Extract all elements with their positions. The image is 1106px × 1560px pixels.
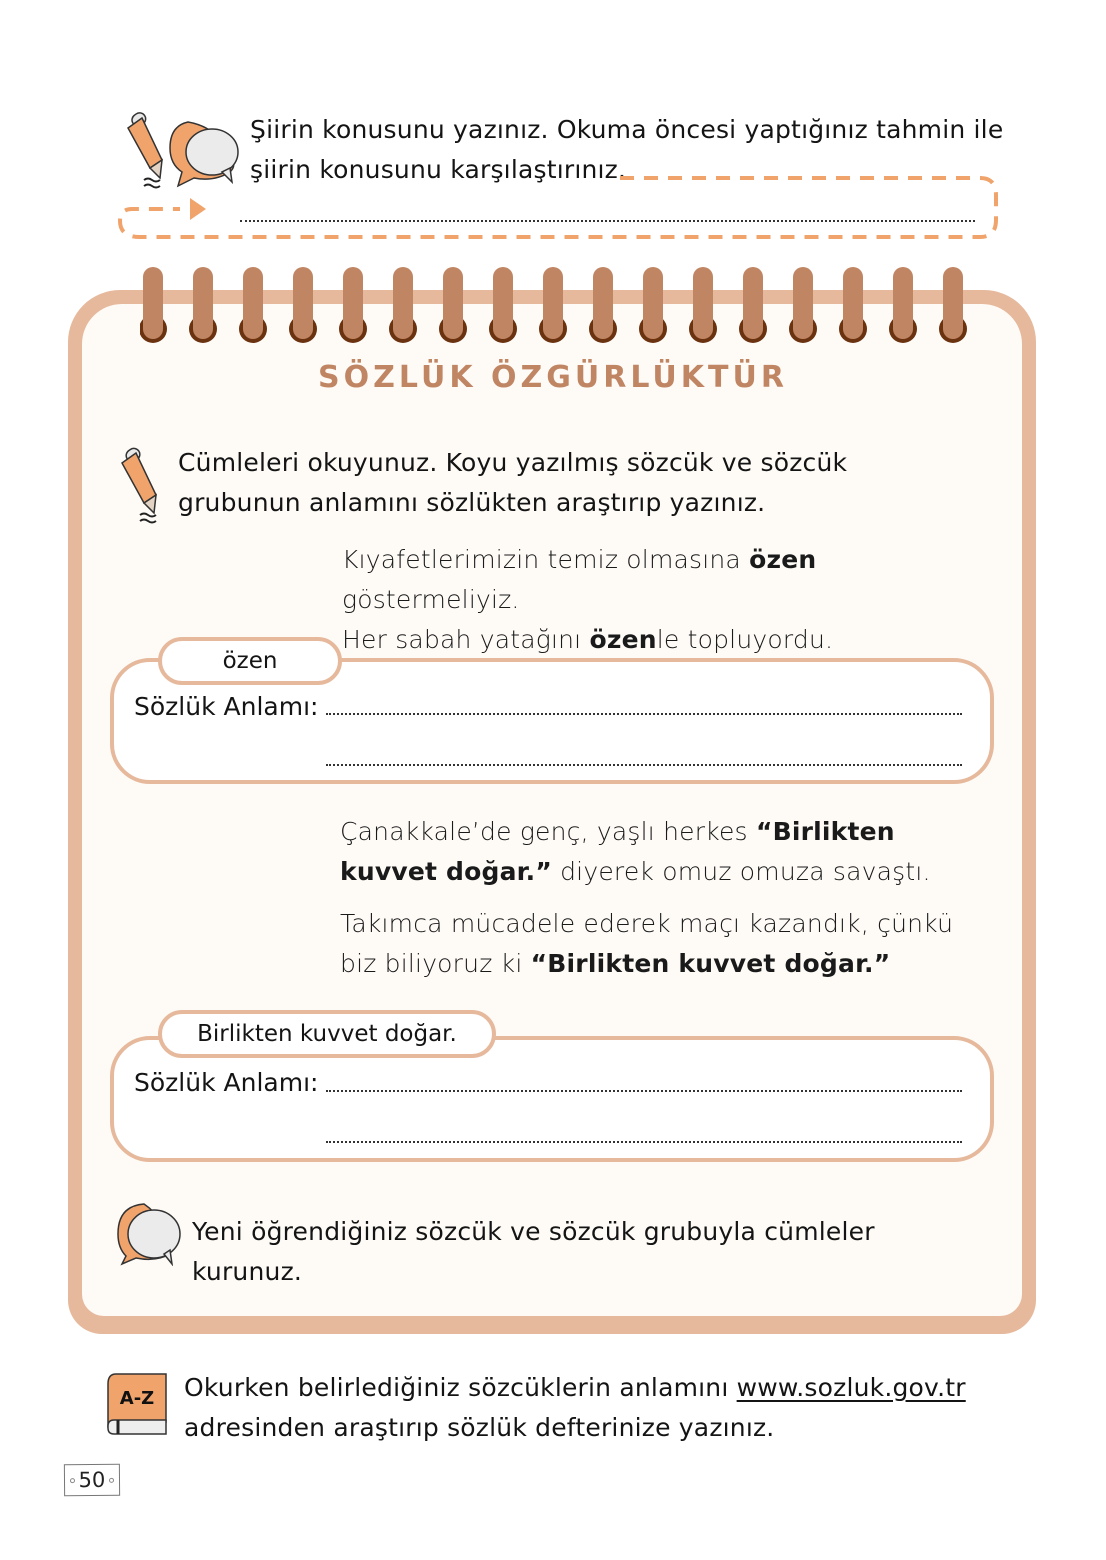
sentence-line: Her sabah yatağını özenle topluyordu.	[342, 625, 834, 654]
screw-icon	[70, 1478, 75, 1483]
speech-bubble-icon	[114, 1200, 184, 1266]
answer-line-top[interactable]	[240, 220, 975, 222]
sentence-line: Kıyafetlerimizin temiz olmasına özen göstermeliyiz.	[342, 545, 817, 614]
dictionary-instruction-text: Cümleleri okuyunuz. Koyu yazılmış sözcük ve sözcük grubunun anlamını sözlükten araştırıp yazınız.	[178, 448, 848, 517]
arrow-head-icon	[190, 198, 206, 220]
term-tab-birlikten: Birlikten kuvvet doğar.	[158, 1010, 496, 1058]
pencil-icon	[118, 445, 168, 525]
dashed-arrow-path	[110, 165, 1010, 250]
meaning-label: Sözlük Anlamı:	[134, 692, 319, 721]
example-sentences-ozen	[342, 540, 982, 660]
meaning-label: Sözlük Anlamı:	[134, 1068, 319, 1097]
make-sentences-instruction: Yeni öğrendiğiniz sözcük ve sözcük grubuyla cümleler kurunuz.	[192, 1217, 875, 1286]
bold-term: özen	[589, 625, 657, 654]
bottom-note: Okurken belirlediğiniz sözcüklerin anlamını www.sozluk.gov.tr adresinden araştırıp sözlük defterinize yazınız.	[184, 1373, 966, 1442]
screw-icon	[109, 1477, 114, 1482]
sozluk-link[interactable]: www.sozluk.gov.tr	[736, 1373, 966, 1402]
spiral-rings	[140, 265, 980, 345]
bold-term: “Birlikten kuvvet doğar.”	[530, 949, 891, 978]
page-number-badge: 50	[64, 1464, 120, 1496]
term-tab-ozen: özen	[158, 637, 342, 685]
top-instruction-text: Şiirin konusunu yazınız. Okuma öncesi yaptığınız tahmin ile şiirin konusunu karşılaştırınız.	[250, 115, 1004, 184]
dictionary-book-icon	[104, 1372, 172, 1440]
bold-term: “Birlikten kuvvet doğar.”	[340, 817, 895, 886]
az-label: A-Z	[119, 1388, 155, 1409]
bold-term: özen	[749, 545, 817, 574]
answer-line[interactable]	[326, 713, 962, 715]
answer-line[interactable]	[326, 764, 962, 766]
example-sentence-canakkale: Çanakkale’de genç, yaşlı herkes “Birlikten kuvvet doğar.” diyerek omuz omuza savaştı.	[340, 817, 931, 886]
answer-line[interactable]	[326, 1141, 962, 1143]
notebook-title: SÖZLÜK ÖZGÜRLÜKTÜR	[318, 360, 788, 395]
example-sentence-takimca: Takımca mücadele ederek maçı kazandık, çünkü biz biliyoruz ki “Birlikten kuvvet doğar.”	[340, 909, 954, 978]
answer-line[interactable]	[326, 1090, 962, 1092]
